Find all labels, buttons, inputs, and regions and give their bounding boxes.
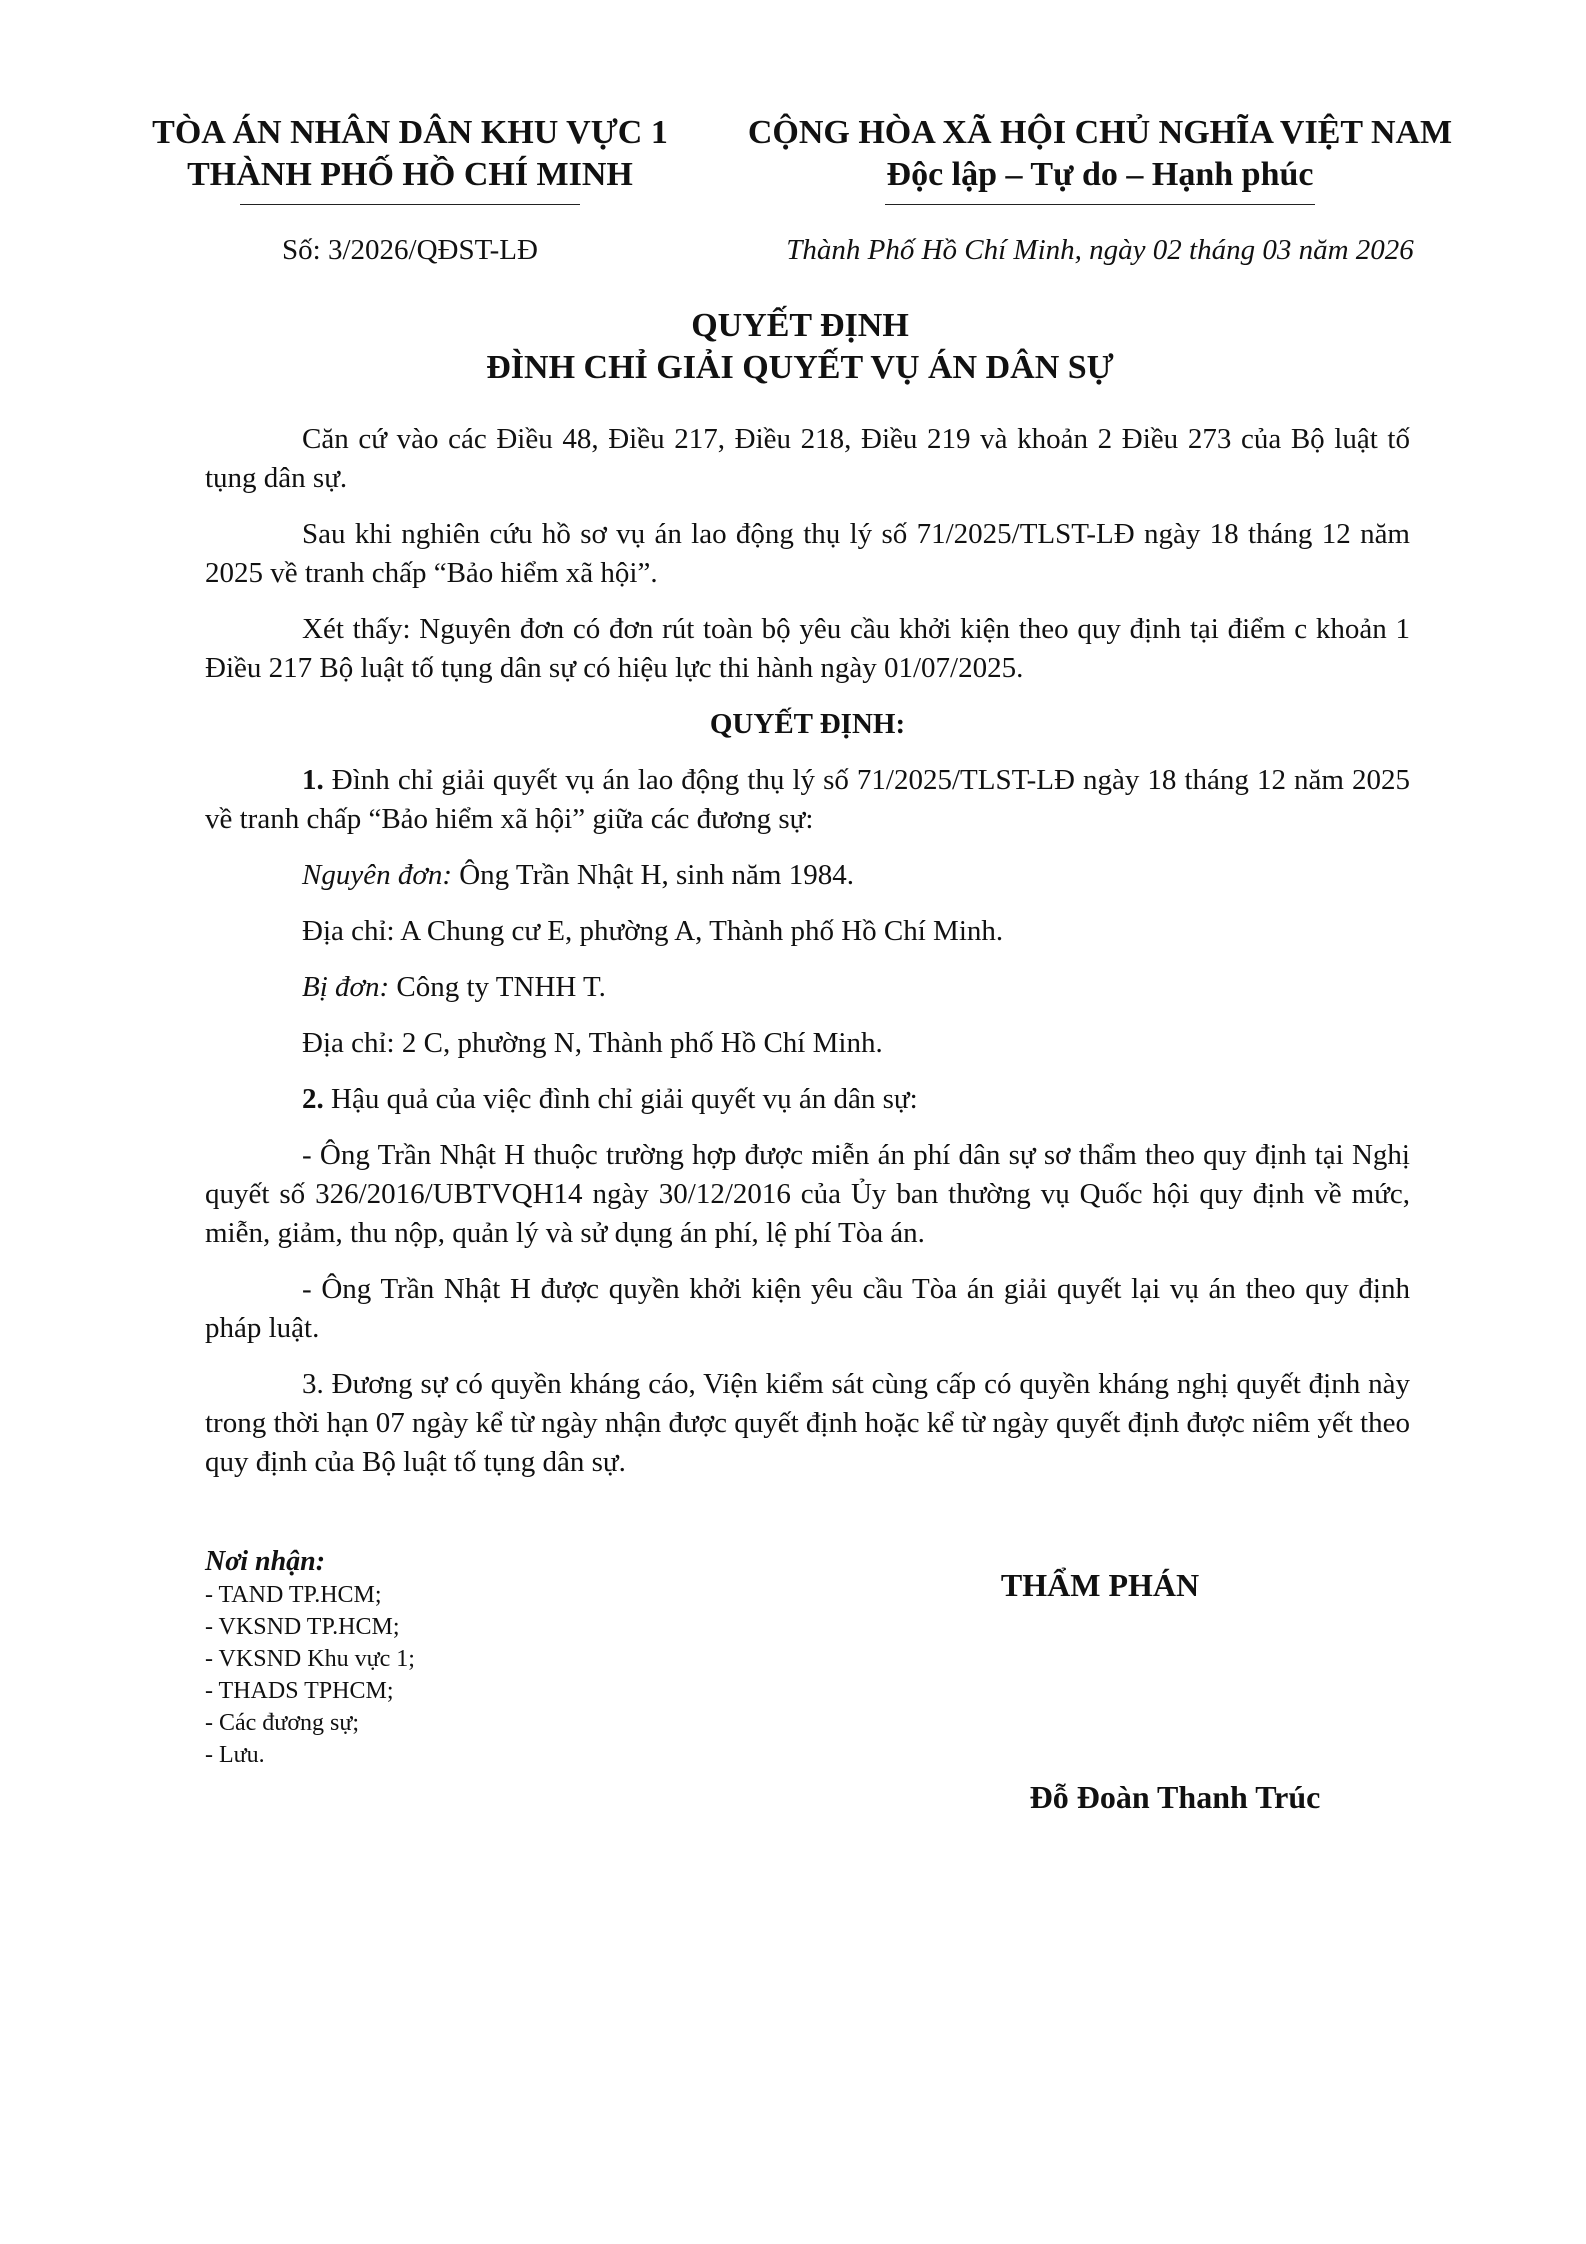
recipient-item: - TAND TP.HCM; [205, 1582, 382, 1608]
court-header-underline [240, 204, 580, 205]
defendant-label: Bị đơn: [302, 971, 390, 1003]
judge-name: Đỗ Đoàn Thanh Trúc [1029, 1779, 1321, 1815]
document-body [205, 420, 1410, 1499]
defendant-address: Địa chỉ: 2 C, phường N, Thành phố Hồ Chí Minh. [302, 1027, 883, 1059]
decision-item-1 [205, 761, 1410, 839]
national-title: CỘNG HÒA XÃ HỘI CHỦ NGHĨA VIỆT NAM [747, 114, 1453, 151]
decision-item-3: 3. Đương sự có quyền kháng cáo, Viện kiểm sát cùng cấp có quyền kháng nghị quyết định này trong thời hạn 07 ngày kể từ ngày nhận được quyết định hoặc kể từ ngày quyết định được niêm yết theo quy định của Bộ luật tố tụng dân sự. [205, 1368, 1410, 1478]
decision-heading: QUYẾT ĐỊNH: [709, 708, 906, 740]
recipient-item: - Lưu. [205, 1742, 265, 1768]
title-line-2: ĐÌNH CHỈ GIẢI QUYẾT VỤ ÁN DÂN SỰ [486, 349, 1114, 386]
decision-item-2 [205, 1080, 1410, 1119]
title-line-1: QUYẾT ĐỊNH [691, 307, 909, 344]
case-review-paragraph: Sau khi nghiên cứu hồ sơ vụ án lao động thụ lý số 71/2025/TLST-LĐ ngày 18 tháng 12 năm 2025 về tranh chấp “Bảo hiểm xã hội”. [205, 518, 1410, 589]
plaintiff-label: Nguyên đơn: [302, 859, 452, 891]
court-header [130, 112, 690, 205]
defendant-text: Công ty TNHH T. [389, 971, 606, 1003]
recipient-item: - VKSND Khu vực 1; [205, 1646, 415, 1672]
national-header-underline [885, 204, 1315, 205]
item-2-number: 2. [302, 1083, 324, 1115]
court-city: THÀNH PHỐ HỒ CHÍ MINH [187, 156, 633, 193]
plaintiff-address: Địa chỉ: A Chung cư E, phường A, Thành phố Hồ Chí Minh. [302, 915, 1004, 947]
plaintiff-line [205, 856, 1410, 895]
place-date: Thành Phố Hồ Chí Minh, ngày 02 tháng 03 năm 2026 [786, 234, 1414, 266]
recipient-item: - THADS TPHCM; [205, 1678, 394, 1704]
national-header [700, 112, 1500, 205]
recipient-item: - Các đương sự; [205, 1710, 360, 1736]
refiling-right-paragraph: - Ông Trần Nhật H được quyền khởi kiện yêu cầu Tòa án giải quyết lại vụ án theo quy định pháp luật. [205, 1273, 1410, 1344]
findings-paragraph: Xét thấy: Nguyên đơn có đơn rút toàn bộ yêu cầu khởi kiện theo quy định tại điểm c khoản 1 Điều 217 Bộ luật tố tụng dân sự có hiệu lực thi hành ngày 01/07/2025. [205, 613, 1410, 684]
document-title [140, 305, 1460, 389]
recipient-item: - VKSND TP.HCM; [205, 1614, 400, 1640]
legal-basis-paragraph: Căn cứ vào các Điều 48, Điều 217, Điều 218, Điều 219 và khoản 2 Điều 273 của Bộ luật tố tụng dân sự. [205, 423, 1410, 494]
item-1-number: 1. [302, 764, 324, 796]
item-1-text: Đình chỉ giải quyết vụ án lao động thụ lý số 71/2025/TLST-LĐ ngày 18 tháng 12 năm 2025 về tranh chấp “Bảo hiểm xã hội” giữa các đương sự: [205, 764, 1410, 835]
plaintiff-text: Ông Trần Nhật H, sinh năm 1984. [451, 859, 854, 891]
item-2-text: Hậu quả của việc đình chỉ giải quyết vụ án dân sự: [323, 1083, 918, 1115]
document-number: Số: 3/2026/QĐST-LĐ [282, 234, 538, 266]
defendant-line [205, 968, 1410, 1007]
national-motto: Độc lập – Tự do – Hạnh phúc [886, 156, 1314, 193]
fee-exemption-paragraph: - Ông Trần Nhật H thuộc trường hợp được miễn án phí dân sự sơ thẩm theo quy định tại Nghị quyết số 326/2016/UBTVQH14 ngày 30/12/2016 của Ủy ban thường vụ Quốc hội quy định về mức, miễn, giảm, thu nộp, quản lý và sử dụng án phí, lệ phí Tòa án. [205, 1139, 1410, 1249]
recipients-label: Nơi nhận: [205, 1546, 326, 1577]
recipients-block [205, 1545, 805, 1771]
judge-title: THẨM PHÁN [1000, 1567, 1200, 1603]
court-name: TÒA ÁN NHÂN DÂN KHU VỰC 1 [152, 114, 668, 151]
